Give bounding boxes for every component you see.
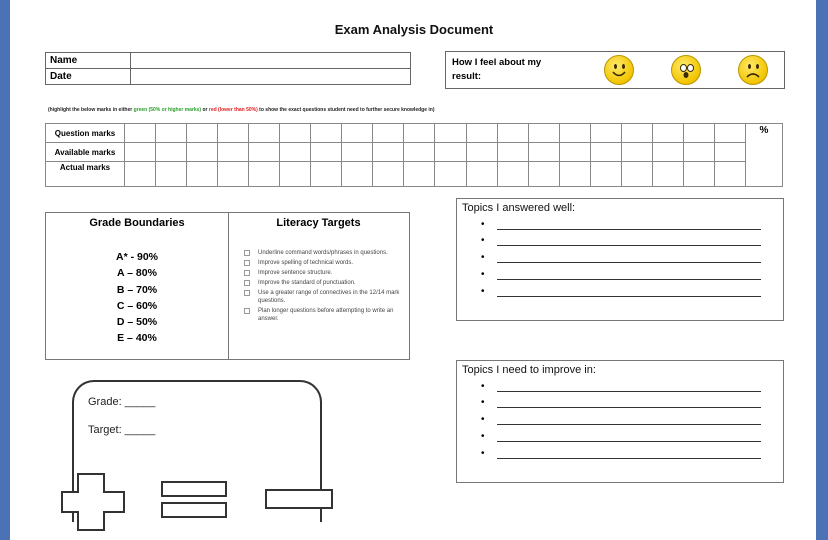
- literacy-item[interactable]: Plan longer questions before attempting to write an answer.: [244, 307, 404, 323]
- cell[interactable]: [714, 124, 745, 143]
- cell[interactable]: [218, 162, 249, 187]
- marks-row-available: [46, 143, 783, 162]
- literacy-targets-title: Literacy Targets: [276, 217, 361, 229]
- cell[interactable]: [125, 162, 156, 187]
- marks-table: [45, 123, 783, 187]
- instruction-text: [48, 107, 768, 113]
- cell[interactable]: [187, 162, 218, 187]
- cell[interactable]: [683, 143, 714, 162]
- cell[interactable]: [404, 124, 435, 143]
- bullet-icon: •: [481, 235, 485, 246]
- bullet-icon: •: [481, 269, 485, 280]
- cell[interactable]: [218, 143, 249, 162]
- marks-row-actual: [46, 162, 783, 187]
- row-label: Actual marks: [46, 162, 125, 187]
- topics-well-box: [456, 198, 784, 321]
- cell[interactable]: [528, 162, 559, 187]
- date-field[interactable]: [131, 69, 411, 85]
- row-label: Available marks: [46, 143, 125, 162]
- cell[interactable]: [528, 143, 559, 162]
- topics-improve-box: [456, 360, 784, 483]
- instruction-line: (highlight the below marks in either green (50% or higher marks) or red (lower than 50%) to show the exact questions student need to further secure knowledge in): [48, 107, 435, 113]
- answer-line[interactable]: [497, 296, 761, 297]
- name-field[interactable]: [131, 53, 411, 69]
- name-date-table: [45, 52, 411, 85]
- grade-item: E – 40%: [117, 332, 157, 345]
- cell[interactable]: [497, 143, 528, 162]
- cell[interactable]: [249, 124, 280, 143]
- cell[interactable]: [187, 143, 218, 162]
- cell[interactable]: [373, 143, 404, 162]
- grade-literacy-box: [45, 212, 410, 360]
- literacy-item[interactable]: Improve the standard of punctuation.: [244, 279, 404, 287]
- divider: [228, 213, 229, 359]
- cell[interactable]: [497, 162, 528, 187]
- minus-icon: [266, 490, 332, 508]
- cell[interactable]: [590, 162, 621, 187]
- cell[interactable]: [590, 124, 621, 143]
- cell[interactable]: [466, 143, 497, 162]
- topics-well-title: Topics I answered well:: [462, 202, 576, 214]
- topics-improve-title: Topics I need to improve in:: [462, 364, 596, 376]
- surprised-face-icon[interactable]: [671, 55, 701, 85]
- literacy-list: [244, 249, 404, 325]
- bullet-icon: •: [481, 397, 485, 408]
- cell[interactable]: [342, 162, 373, 187]
- cell[interactable]: [683, 124, 714, 143]
- answer-line[interactable]: [497, 407, 761, 408]
- cell[interactable]: [125, 143, 156, 162]
- cell[interactable]: [342, 143, 373, 162]
- bullet-icon: •: [481, 381, 485, 392]
- answer-line[interactable]: [497, 458, 761, 459]
- answer-line[interactable]: [497, 245, 761, 246]
- marks-row-question: [46, 124, 783, 143]
- cell[interactable]: [156, 124, 187, 143]
- grade-item: D – 50%: [116, 316, 158, 329]
- cell[interactable]: [466, 124, 497, 143]
- sad-face-icon[interactable]: [738, 55, 768, 85]
- cell[interactable]: [125, 124, 156, 143]
- cell[interactable]: [714, 162, 745, 187]
- cell[interactable]: [311, 162, 342, 187]
- cell[interactable]: [590, 143, 621, 162]
- answer-line[interactable]: [497, 441, 761, 442]
- name-label: Name: [46, 53, 131, 69]
- cell[interactable]: [218, 124, 249, 143]
- cell[interactable]: [187, 124, 218, 143]
- page-title: Exam Analysis Document: [334, 22, 494, 37]
- cell[interactable]: [373, 162, 404, 187]
- cell[interactable]: [652, 143, 683, 162]
- answer-line[interactable]: [497, 262, 761, 263]
- bullet-icon: •: [481, 431, 485, 442]
- answer-line[interactable]: [497, 279, 761, 280]
- cell[interactable]: [280, 162, 311, 187]
- bullet-icon: •: [481, 252, 485, 263]
- cell[interactable]: [621, 162, 652, 187]
- target-label[interactable]: Target: _____: [88, 424, 156, 436]
- feelings-label: How I feel about my result:: [452, 57, 542, 82]
- literacy-item[interactable]: Improve sentence structure.: [244, 269, 404, 277]
- cell[interactable]: [156, 162, 187, 187]
- cell[interactable]: [683, 162, 714, 187]
- cell[interactable]: [435, 124, 466, 143]
- cell[interactable]: [621, 143, 652, 162]
- cell[interactable]: [528, 124, 559, 143]
- answer-line[interactable]: [497, 391, 761, 392]
- cell[interactable]: [559, 162, 590, 187]
- cell[interactable]: [559, 124, 590, 143]
- percent-cell[interactable]: %: [746, 124, 783, 187]
- cell[interactable]: [497, 124, 528, 143]
- cell[interactable]: [249, 143, 280, 162]
- cell[interactable]: [621, 124, 652, 143]
- cell[interactable]: [311, 124, 342, 143]
- cell[interactable]: [652, 162, 683, 187]
- cell[interactable]: [404, 143, 435, 162]
- grade-item: A – 80%: [117, 267, 157, 280]
- grade-item: C – 60%: [116, 299, 158, 312]
- bullet-icon: •: [481, 448, 485, 459]
- grade-boundaries-title: Grade Boundaries: [89, 217, 185, 229]
- literacy-item[interactable]: Underline command words/phrases in questions.: [244, 249, 404, 257]
- date-label: Date: [46, 69, 131, 85]
- grade-list: [46, 249, 228, 347]
- bullet-icon: •: [481, 219, 485, 230]
- equals-icon-top: [162, 482, 226, 496]
- feelings-box: [445, 51, 785, 89]
- maths-symbols: [56, 470, 346, 540]
- answer-line[interactable]: [497, 424, 761, 425]
- row-label: Question marks: [46, 124, 125, 143]
- cell[interactable]: [311, 143, 342, 162]
- cell[interactable]: [435, 143, 466, 162]
- literacy-item[interactable]: Improve spelling of technical words.: [244, 259, 404, 267]
- cell[interactable]: [466, 162, 497, 187]
- cell[interactable]: [249, 162, 280, 187]
- cell[interactable]: [280, 143, 311, 162]
- plus-icon: [62, 474, 124, 530]
- grade-item: A* - 90%: [115, 251, 158, 263]
- answer-line[interactable]: [497, 229, 761, 230]
- cell[interactable]: [280, 124, 311, 143]
- cell[interactable]: [373, 124, 404, 143]
- cell[interactable]: [404, 162, 435, 187]
- literacy-item[interactable]: Use a greater range of connectives in the 12/14 mark questions.: [244, 289, 404, 305]
- happy-face-icon[interactable]: [604, 55, 634, 85]
- cell[interactable]: [156, 143, 187, 162]
- cell[interactable]: [652, 124, 683, 143]
- cell[interactable]: [435, 162, 466, 187]
- bullet-icon: •: [481, 414, 485, 425]
- grade-item: B – 70%: [116, 283, 158, 296]
- grade-label[interactable]: Grade: _____: [88, 396, 156, 408]
- cell[interactable]: [342, 124, 373, 143]
- cell[interactable]: [714, 143, 745, 162]
- bullet-icon: •: [481, 286, 485, 297]
- cell[interactable]: [559, 143, 590, 162]
- equals-icon-bottom: [162, 503, 226, 517]
